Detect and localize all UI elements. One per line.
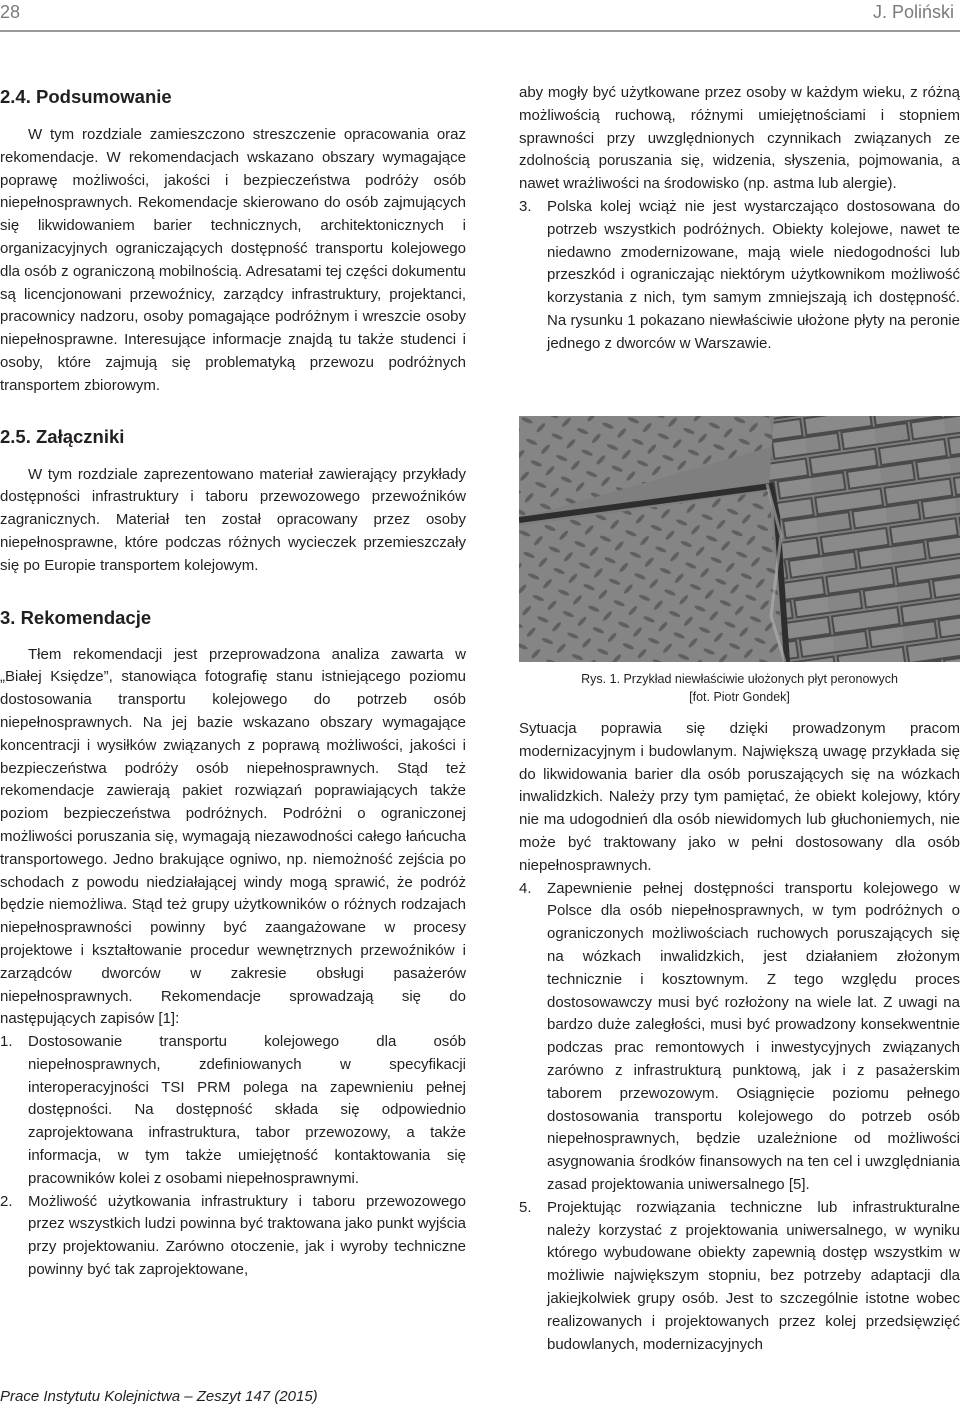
figure-caption-credit: [fot. Piotr Gondek] <box>689 690 790 704</box>
list-number: 2. <box>0 1192 13 1210</box>
section-3-paragraph: Tłem rekomendacji jest przeprowadzona analiza zawarta w „Białej Księdze”, stanowiąca fotografię stanu istniejącego poziomu dostosowania transportu kolejowego do potrzeb osób niepełnosprawnych. Na jej bazie wskazano obszary wymagające koncentracji i wysiłków związanych z poprawą możliwości, jakości i bezpieczeństwa podróży osób niepełnosprawnych. Stąd też rekomendacje zawierają pakiet rozwiązań poprawiających także poziom bezpieczeństwa podróżnych. Podróżni o ograniczonej możliwości poruszania się, wymagają niezawodności całego łańcucha transportowego. Jedno brakujące ogniwo, np. niemożność zejścia po schodach z powodu niedziałającej windy mogą sprawić, że podróż będzie niemożliwa. Stąd też grupy użytkowników o różnych rodzajach niepełnosprawności powinny być zaangażowane w procesy projektowe i kształtowanie procedur wewnętrznych przewoźników i zarządców dworców w zakresie obsługi pasażerów niepełnosprawnych. Rekomendacje sprowadzają się do następujących zapisów [1]: <box>0 645 466 1028</box>
list-item <box>0 1191 466 1282</box>
list-text: Zapewnienie pełnej dostępności transportu kolejowego w Polsce dla osób niepełnosprawnych, w tym podróżnych o ograniczonych możliwościach ruchowych poruszających się na wózkach inwalidzkich, jest działaniem złożonym technicznie i kosztownym. Z tego względu proces dostosowawczy musi być rozłożony na wiele lat. Z uwagi na bardzo duże zaległości, musi być prowadzony konsekwentnie podczas prac remontowych i inwestycyjnych związanych zarówno z infrastrukturą punktową, jak i z pasażerskim taborem przewozowym. Osiągnięcie poziomu pełnego dostosowania transportu kolejowego do potrzeb osób niepełnosprawnych, będzie uzależnione od możliwości asygnowania środków finansowych na ten cel i uwzględniania zasad projektowania uniwersalnego [5]. <box>547 879 960 1193</box>
list-item <box>0 1031 466 1191</box>
platform-photo-drawing <box>519 416 960 662</box>
left-column <box>0 85 466 1282</box>
list-text: Projektując rozwiązania techniczne lub infrastrukturalne należy korzystać z projektowania uniwersalnego, w wyniku którego wybudowane obiekty zapewnią dostęp wszystkim w możliwie największym stopniu, bez potrzeby adaptacji dla jakiejkolwiek grupy osób. Jest to szczególnie istotne wobec realizowanych i projektowanych przez kolej przedsięwzięć budowlanych, modernizacyjnych <box>547 1198 960 1353</box>
section-3-title: 3. Rekomendacje <box>0 606 152 628</box>
section-2-5-title: 2.5. Załączniki <box>0 425 125 447</box>
list-item <box>519 1197 960 1357</box>
right-paragraph-text: Sytuacja poprawia się dzięki prowadzonym pracom modernizacyjnym i budowlanym. Największą uwagę przykłada się do likwidowania barier dla osób poruszających się na wózkach inwalidzkich. Należy przy tym pamiętać, że obiekt kolejowy, który nie ma udogodnień dla osób niewidomych lub głuchoniemych, nie może być traktowany jako w pełni dostosowany dla osób niepełnosprawnych. <box>519 720 960 874</box>
list-text: Polska kolej wciąż nie jest wystarczająco dostosowana do potrzeb wszystkich podróżnych. Obiekty kolejowe, nawet te niedawno zmodernizowane, mają wiele niedogodności lub przeszkód i ograniczając niektórym użytkownikom możliwość korzystania z nich, tym samym zmniejszają ich dostępność. Na rysunku 1 pokazano niewłaściwie ułożone płyty na peronie jednego z dworców w Warszawie. <box>547 197 960 352</box>
list-number: 4. <box>519 879 532 897</box>
section-2-5-paragraph: W tym rozdziale zaprezentowano materiał zawierający przykłady dostępności infrastruktury i taboru przewozowego przewoźników zagranicznych. Materiał ten został opracowany przez osoby niepełnosprawne, które podczas różnych wycieczek przemieszczały się po Europie transportem kolejowym. <box>0 465 466 574</box>
figure-caption-title: Rys. 1. Przykład niewłaściwie ułożonych płyt peronowych <box>581 672 898 686</box>
recommendations-list-right-bottom <box>519 878 960 1357</box>
figure-caption <box>519 670 960 706</box>
list-number: 5. <box>519 1198 532 1216</box>
section-2-4-title: 2.4. Podsumowanie <box>0 86 172 107</box>
section-2-4-paragraph: W tym rozdziale zamieszczono streszczenie opracowania oraz rekomendacje. W rekomendacjach wskazano obszary wymagające poprawę możliwości, jakości i bezpieczeństwa podróży osób niepełnosprawnych. Rekomendacje skierowano do osób zajmujących się likwidowaniem barier technicznych, architektonicznych i organizacyjnych ograniczających dostępność transportu kolejowego dla osób z ograniczoną mobilnością. Adresatami tej części dokumentu są licencjonowani przewoźnicy, zarządcy infrastruktury, projektanci, pracownicy nadzoru, osoby pomagające podróżnym i wreszcie osoby niepełnosprawne. Interesujące informacje znajdą tu także studenci i osoby, które zajmują się problematyką przewozu podróżnych transportem zbiorowym. <box>0 126 466 394</box>
right-paragraph <box>519 718 960 878</box>
right-column-bottom <box>519 718 960 1356</box>
list-item <box>519 196 960 356</box>
recommendations-list-right-top <box>519 196 960 356</box>
list-number: 3. <box>519 197 532 215</box>
continued-paragraph: aby mogły być użytkowane przez osoby w każdym wieku, z różną możliwością ruchową, różnymi umiejętnościami i stopniem sprawności przy uwzględnionych czynnikach związanych ze zdolnością poruszania się, widzenia, słyszenia, pojmowania, a nawet wrażliwości na środowisko (np. astma lub alergie). <box>519 84 960 193</box>
platform-photo <box>519 416 960 662</box>
header-divider <box>0 30 960 32</box>
running-author: J. Poliński <box>872 2 954 22</box>
recommendations-list-left <box>0 1031 466 1282</box>
right-column-top <box>519 82 960 356</box>
page-number: 28 <box>0 2 21 22</box>
list-text: Możliwość użytkowania infrastruktury i taboru przewozowego przez wszystkich ludzi powinna być traktowana jako punkt wyjścia przy projektowaniu. Zarówno otoczenie, jak i wyroby techniczne powinny być tak zaprojektowane, <box>28 1192 466 1279</box>
list-item <box>519 878 960 1197</box>
list-text: Dostosowanie transportu kolejowego dla osób niepełnosprawnych, zdefiniowanych w specyfikacji interoperacyjności TSI PRM polega na zapewnieniu pełnej dostępności. Na dostępność składa się odpowiednio zaprojektowana infrastruktura, tabor przewozowy, a także informacja, w tym także umiejętność kontaktowania się pracowników kolei z osobami niepełnosprawnymi. <box>28 1033 466 1187</box>
list-number: 1. <box>0 1033 13 1051</box>
journal-footer: Prace Instytutu Kolejnictwa – Zeszyt 147 (2015) <box>0 1388 318 1405</box>
